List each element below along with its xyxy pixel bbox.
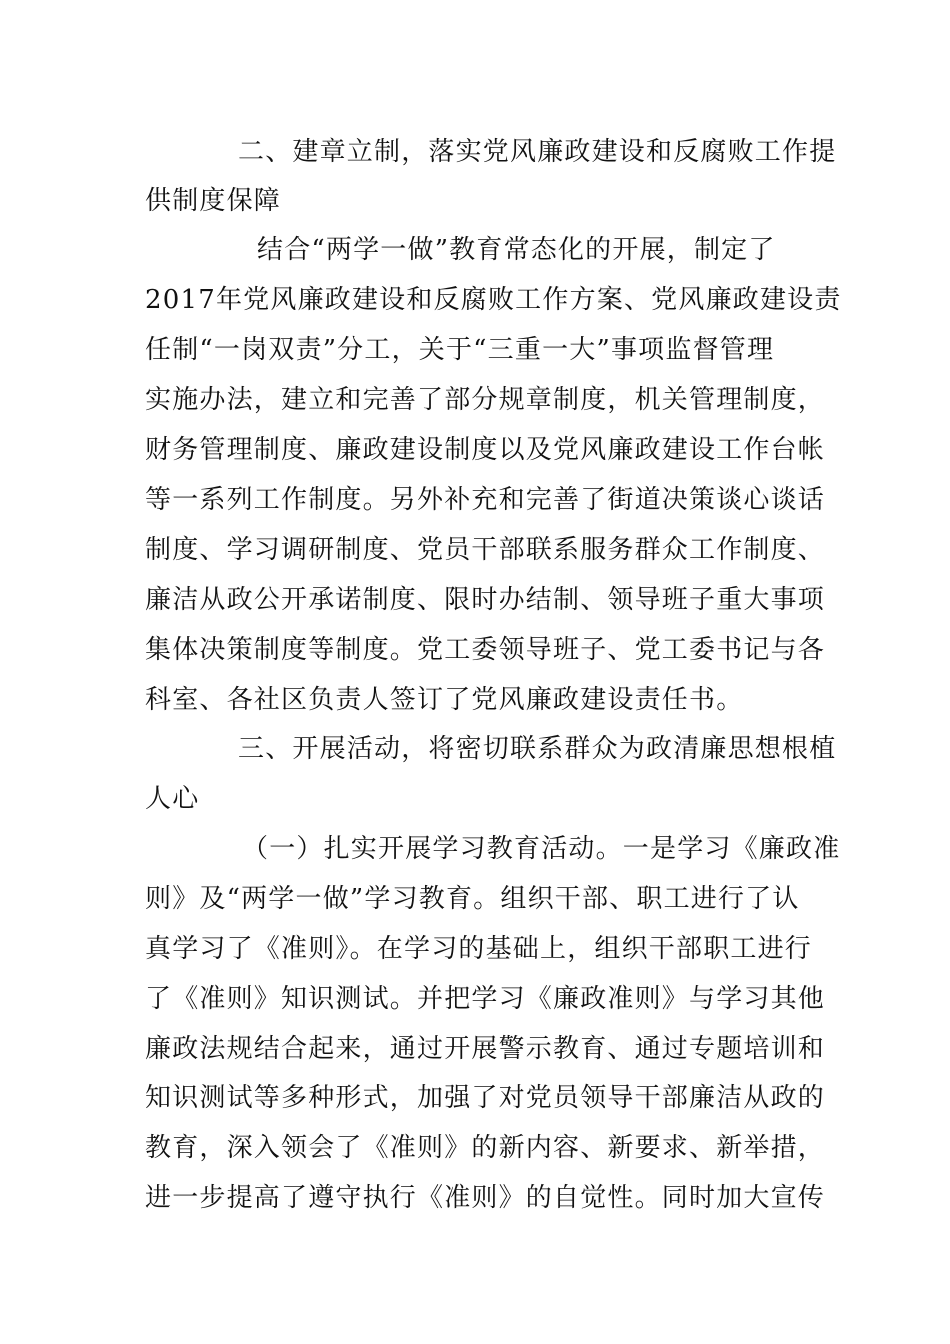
- section2-para-line: 等一系列工作制度。另外补充和完善了街道决策谈心谈话: [145, 485, 826, 515]
- section2-para-line: 财务管理制度、廉政建设制度以及党风廉政建设工作台帐: [145, 435, 826, 465]
- section2-para-line: 廉洁从政公开承诺制度、限时办结制、领导班子重大事项: [145, 585, 826, 615]
- section2-para-line: 2017年党风廉政建设和反腐败工作方案、党风廉政建设责: [145, 285, 842, 315]
- section2-heading-line1: 二、建章立制，落实党风廉政建设和反腐败工作提: [238, 137, 837, 167]
- section3-heading-line1: 三、开展活动，将密切联系群众为政清廉思想根植: [238, 734, 837, 764]
- section2-para-line: 集体决策制度等制度。党工委领导班子、党工委书记与各: [145, 635, 826, 665]
- section2-para-line: 结合“两学一做”教育常态化的开展，制定了: [257, 235, 776, 265]
- section3-heading-line2: 人心: [145, 784, 200, 814]
- section3-para-line: （一）扎实开展学习教育活动。一是学习《廉政准: [242, 834, 841, 864]
- section3-para-line: 廉政法规结合起来，通过开展警示教育、通过专题培训和: [145, 1034, 826, 1064]
- section2-para-line: 任制“一岗双责”分工，关于“三重一大”事项监督管理: [145, 335, 775, 365]
- section3-para-line: 进一步提高了遵守执行《准则》的自觉性。同时加大宣传: [145, 1183, 826, 1213]
- section3-para-line: 了《准则》知识测试。并把学习《廉政准则》与学习其他: [145, 984, 826, 1014]
- section3-para-line: 知识测试等多种形式，加强了对党员领导干部廉洁从政的: [145, 1083, 826, 1113]
- section3-para-line: 则》及“两学一做”学习教育。组织干部、职工进行了认: [145, 884, 800, 914]
- section2-para-line: 实施办法，建立和完善了部分规章制度，机关管理制度，: [145, 385, 826, 415]
- section2-para-line: 科室、各社区负责人签订了党风廉政建设责任书。: [145, 685, 744, 715]
- section2-heading-line2: 供制度保障: [145, 186, 282, 216]
- section3-para-line: 教育，深入领会了《准则》的新内容、新要求、新举措，: [145, 1133, 826, 1163]
- section3-para-line: 真学习了《准则》。在学习的基础上，组织干部职工进行: [145, 934, 813, 964]
- section2-para-line: 制度、学习调研制度、党员干部联系服务群众工作制度、: [145, 535, 826, 565]
